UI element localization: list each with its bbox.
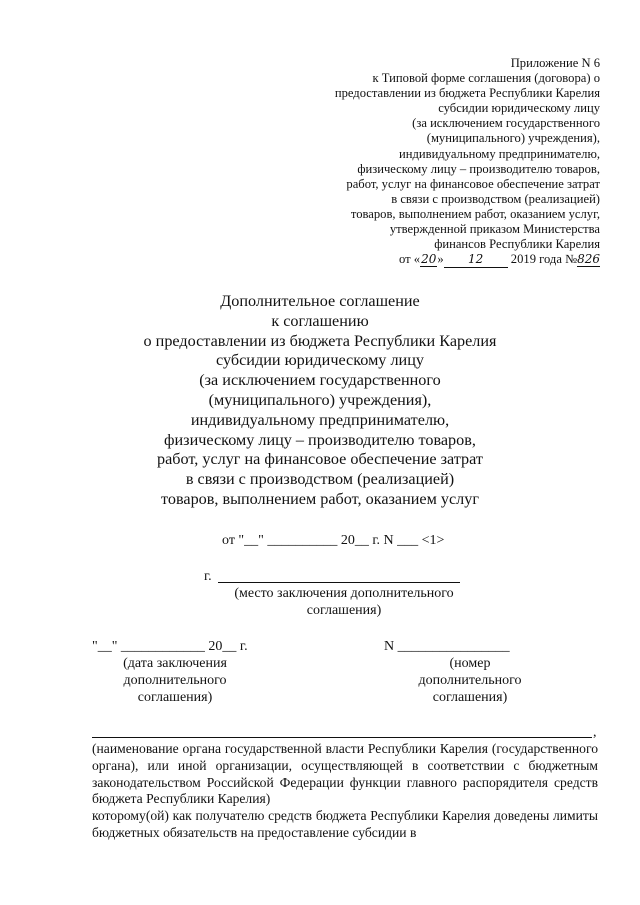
appendix-line: Приложение N 6 <box>510 56 600 70</box>
signing-date-line: "__" ____________ 20__ г. <box>92 639 248 654</box>
title-line: в связи с производством (реализацией) <box>185 470 455 489</box>
signing-number-caption: дополнительного <box>418 673 522 688</box>
title-line: субсидии юридическому лицу <box>216 351 424 370</box>
title-line: работ, услуг на финансовое обеспечение затрат <box>157 450 483 469</box>
appendix-line: финансов Республики Карелия <box>434 237 600 252</box>
signing-date-caption: (дата заключения <box>123 656 227 671</box>
agreement-date-line: от "__" __________ 20__ г. N ___ <1> <box>222 533 445 548</box>
body-paragraph: которому(ой) как получателю средств бюджета Республики Карелия доведены лимиты бюджетных обязательств на предоставление субсидии в <box>92 808 598 840</box>
document-title <box>100 292 540 510</box>
month-field <box>444 252 508 268</box>
title-line: физическому лицу – производителю товаров, <box>164 430 476 449</box>
appendix-header <box>300 56 600 268</box>
signing-number-caption: соглашения) <box>432 690 508 705</box>
title-line: к соглашению <box>271 311 369 330</box>
title-line: (муниципального) учреждения), <box>208 390 432 409</box>
handwritten-day: 20 <box>421 252 437 267</box>
title-line: Дополнительное соглашение <box>220 292 420 310</box>
place-field <box>218 582 460 583</box>
signing-number-line: N ________________ <box>384 639 510 654</box>
signing-date-caption: соглашения) <box>137 690 213 705</box>
signing-number-caption: (номер <box>449 656 491 671</box>
place-prefix: г. <box>204 569 212 584</box>
trailing-comma: , <box>593 725 597 740</box>
handwritten-number: 826 <box>577 252 600 267</box>
title-line: (за исключением государственного <box>199 371 441 390</box>
appendix-line: предоставлении из бюджета Республики Карелия <box>334 86 600 101</box>
appendix-line: утвержденной приказом Министерства <box>389 222 600 237</box>
appendix-line: работ, услуг на финансовое обеспечение затрат <box>346 176 600 191</box>
title-line: о предоставлении из бюджета Республики Карелия <box>143 331 497 350</box>
authority-name-field <box>92 737 592 738</box>
title-line: индивидуальному предпринимателю, <box>190 410 450 429</box>
appendix-order-date: от «20» 12 2019 года №826 <box>300 252 600 268</box>
appendix-line: (муниципального) учреждения), <box>426 131 600 146</box>
appendix-line: субсидии юридическому лицу <box>438 101 600 116</box>
place-caption-2: соглашения) <box>306 603 382 618</box>
authority-caption-paragraph: (наименование органа государственной власти Республики Карелия (государственного органа), или иной организации, осуществляющей в соответствии с бюджетным законодательством Российской Федерации функции главного распорядителя средств бюджета Республики Карелия) <box>92 741 598 807</box>
appendix-line: физическому лицу – производителю товаров, <box>357 161 600 176</box>
place-caption-1: (место заключения дополнительного <box>234 586 454 601</box>
signing-date-caption: дополнительного <box>123 673 227 688</box>
title-line: товаров, выполнением работ, оказанием услуг <box>161 489 479 508</box>
appendix-line: товаров, выполнением работ, оказанием услуг, <box>350 206 600 221</box>
appendix-line: (за исключением государственного <box>412 116 600 131</box>
handwritten-month: 12 <box>468 252 484 267</box>
appendix-line: к Типовой форме соглашения (договора) о <box>372 71 600 86</box>
appendix-line: в связи с производством (реализацией) <box>391 191 600 206</box>
appendix-line: индивидуальному предпринимателю, <box>399 146 600 161</box>
body-text <box>92 741 598 842</box>
